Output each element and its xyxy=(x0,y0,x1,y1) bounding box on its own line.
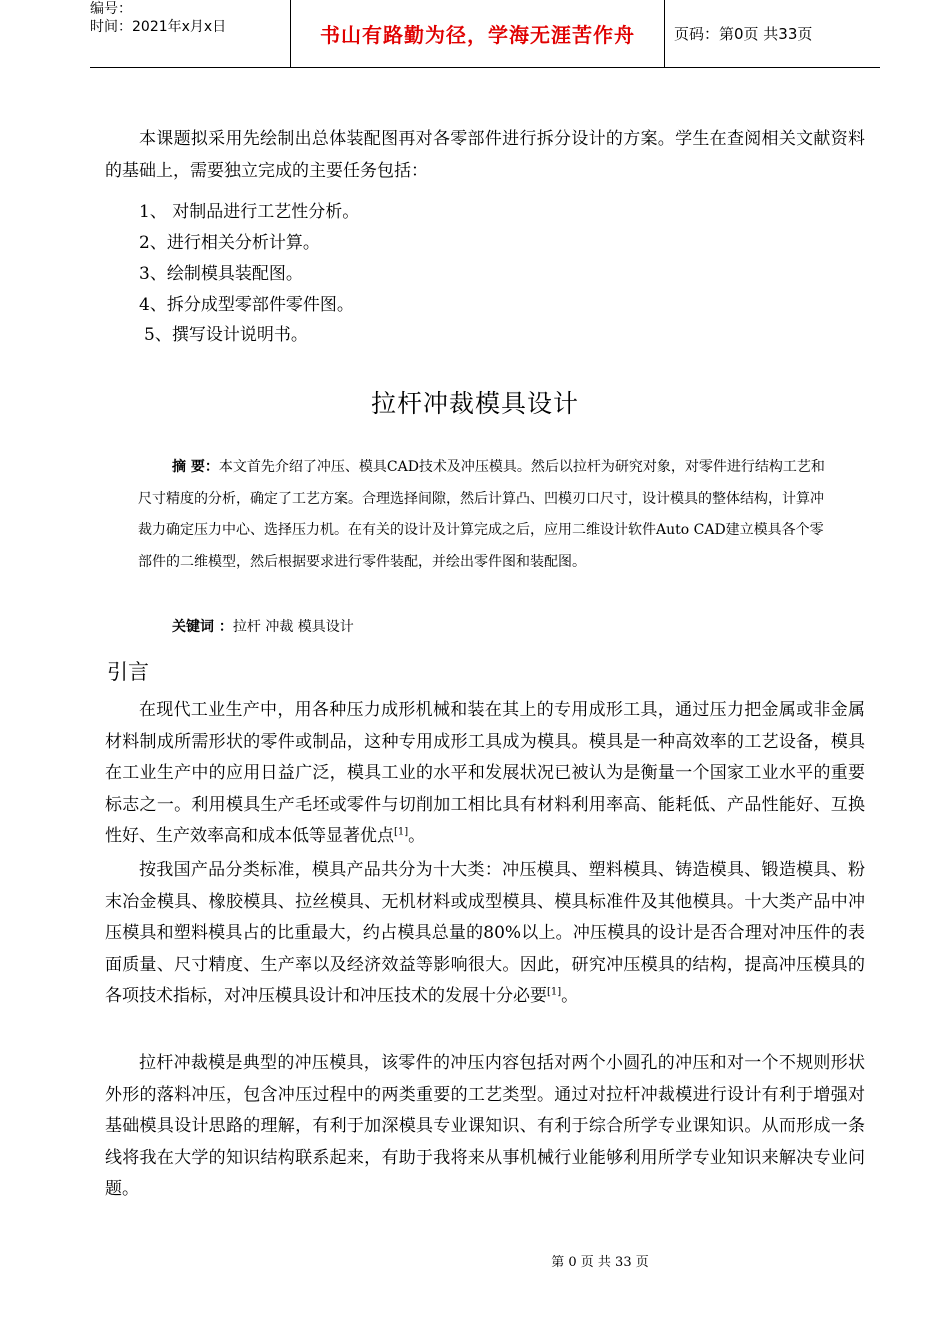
citation-ref: [1] xyxy=(547,986,562,998)
document-number-label: 编号： xyxy=(90,1,132,17)
body-paragraph-2 xyxy=(105,855,865,1013)
paragraph-text: 按我国产品分类标准，模具产品共分为十大类：冲压模具、塑料模具、铸造模具、锻造模具、粉末冶金模具、橡胶模具、拉丝模具、无机材料或成型模具、模具标准件及其他模具。十大类产品中冲压模具和塑料模具占的比重最大，约占模具总量的80%以上。冲压模具的设计是否合理对冲压件的表面质量、尺寸精度、生产率以及经济效益等影响很大。因此，研究冲压模具的结构，提高冲压模具的各项技术指标，对冲压模具设计和冲压技术的发展十分必要 xyxy=(105,860,865,1006)
header-page-info: 页码：第0页 共33页 xyxy=(674,25,813,43)
header-motto: 书山有路勤为径，学海无涯苦作舟 xyxy=(290,0,665,67)
body-paragraph-1 xyxy=(105,695,865,853)
task-item: 3、绘制模具装配图。 xyxy=(139,264,303,284)
abstract-text: 本文首先介绍了冲压、模具CAD技术及冲压模具。然后以拉杆为研究对象，对零件进行结构工艺和尺寸精度的分析，确定了工艺方案。合理选择间隙，然后计算凸、凹模刃口尺寸，设计模具的整体结构，计算冲裁力确定压力中心、选择压力机。在有关的设计及计算完成之后，应用二维设计软件Auto CAD建立模具各个零部件的二维模型，然后根据要求进行零件装配，并绘出零件图和装配图。 xyxy=(138,459,825,571)
task-item: 4、拆分成型零部件零件图。 xyxy=(139,295,354,315)
task-item: 5、撰写设计说明书。 xyxy=(144,325,308,345)
document-time: 时间：2021年x月x日 xyxy=(90,19,227,35)
keywords-text: 拉杆 冲裁 模具设计 xyxy=(232,619,354,635)
body-paragraph-3: 拉杆冲裁模是典型的冲压模具，该零件的冲压内容包括对两个小圆孔的冲压和对一个不规则形状外形的落料冲压，包含冲压过程中的两类重要的工艺类型。通过对拉杆冲裁模进行设计有利于增强对基础模具设计思路的理解，有利于加深模具专业课知识、有利于综合所学专业课知识。从而形成一条线将我在大学的知识结构联系起来，有助于我将来从事机械行业能够利用所学专业知识来解决专业问题。 xyxy=(105,1053,865,1199)
section-heading: 引言 xyxy=(107,660,149,684)
paragraph-text: 在现代工业生产中，用各种压力成形机械和装在其上的专用成形工具，通过压力把金属或非金属材料制成所需形状的零件或制品，这种专用成形工具成为模具。模具是一种高效率的工艺设备，模具在工业生产中的应用日益广泛，模具工业的水平和发展状况已被认为是衡量一个国家工业水平的重要标志之一。利用模具生产毛坯或零件与切削加工相比具有材料利用率高、能耗低、产品性能好、互换性好、生产效率高和成本低等显著优点 xyxy=(105,700,865,846)
document-title: 拉杆冲裁模具设计 xyxy=(370,389,579,418)
intro-paragraph: 本课题拟采用先绘制出总体装配图再对各零部件进行拆分设计的方案。学生在查阅相关文献资料的基础上，需要独立完成的主要任务包括： xyxy=(105,129,865,181)
header-meta xyxy=(90,0,290,67)
page-header xyxy=(90,0,880,68)
paragraph-end: 。 xyxy=(408,826,426,846)
task-item: 1、 对制品进行工艺性分析。 xyxy=(139,202,360,222)
abstract xyxy=(138,452,834,579)
task-item: 2、进行相关分析计算。 xyxy=(139,233,320,253)
abstract-label: 摘 要： xyxy=(172,459,219,475)
paragraph-end: 。 xyxy=(561,986,579,1006)
page-footer: 第 0 页 共 33 页 xyxy=(551,1255,649,1270)
citation-ref: [1] xyxy=(394,826,409,838)
keywords-label: 关键词 ： xyxy=(172,619,233,635)
keywords xyxy=(172,612,868,644)
